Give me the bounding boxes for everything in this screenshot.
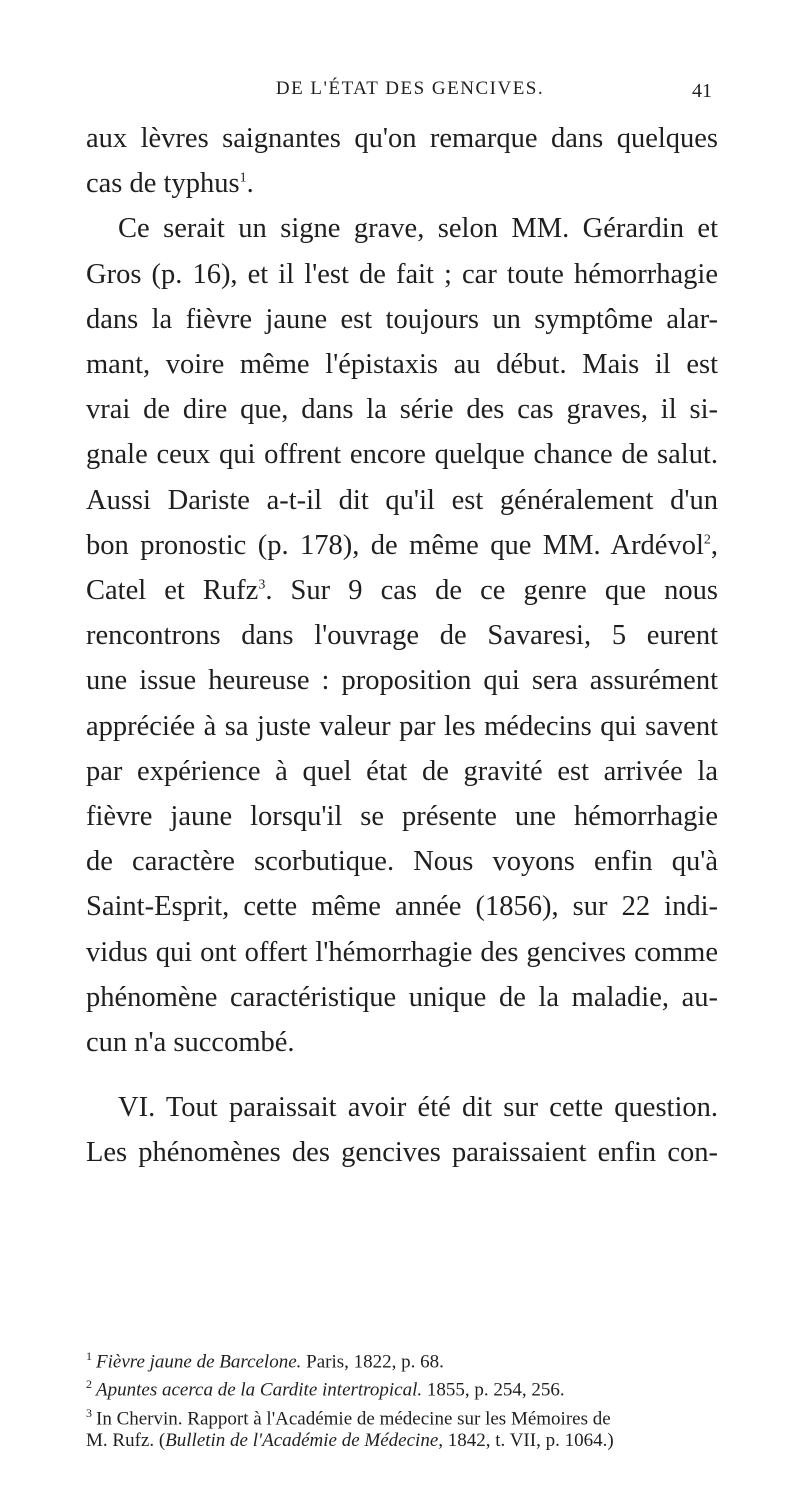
text-line: vrai de dire que, dans la série des cas graves, il si- [86,394,718,426]
text-line: mant, voire même l'épistaxis au début. Mais il est [86,349,718,381]
running-title: DE L'ÉTAT DES GENCIVES. [275,78,545,99]
text-line: dans la fièvre jaune est toujours un symptôme alar- [86,303,718,335]
text-line: appréciée à sa juste valeur par les médecins qui savent [86,710,718,742]
footnote-text: M. Rufz. ( [86,1429,166,1451]
page-header [108,78,712,108]
text-line [86,568,718,613]
text-line: vidus qui ont offert l'hémorrhagie des gencives comme [86,936,718,968]
text-line: une issue heureuse : proposition qui sera assurément [86,665,718,697]
text-fragment: . [246,168,254,200]
footnote-ref: 3 [258,577,266,593]
footnote-text: Paris, 1822, p. 68. [301,1351,444,1373]
text-line: phénomène caractéristique unique de la maladie, au- [86,981,718,1013]
footnote-title: Bulletin de l'Académie de Médecine, [165,1429,444,1451]
text-line: VI. Tout paraissait avoir été dit sur cette question. [118,1092,718,1124]
text-line: fièvre jaune lorsqu'il se présente une hémorrhagie [86,801,718,833]
text-fragment: Catel et Rufz [86,575,259,607]
footnote-ref: 2 [703,532,711,548]
text-line: cun n'a succombé. [86,1027,295,1059]
footnote-text: 1855, p. 254, 256. [422,1379,565,1401]
text-line: Saint-Esprit, cette même année (1856), sur 22 indi- [86,891,718,923]
footnote-number: 2 [86,1377,92,1392]
paragraph-3 [86,1085,718,1175]
paragraph-1 [86,116,718,206]
text-fragment: . Sur 9 cas de ce genre que nous [265,575,718,607]
footnote-3-continued [86,1430,718,1452]
footnote-1 [86,1345,718,1373]
footnote-number: 1 [86,1349,92,1363]
footnote-2 [86,1373,718,1401]
page-number: 41 [692,80,712,102]
text-line: par expérience à quel état de gravité est arrivée la [86,755,718,787]
text-line: Les phénomènes des gencives paraissaient enfin con- [86,1137,718,1169]
paragraph-2 [86,206,718,1065]
text-line: aux lèvres saignantes qu'on remarque dans quelques [86,123,718,154]
footnote-3 [86,1402,718,1430]
footnote-text: 1842, t. VII, p. 1064.) [443,1429,614,1451]
body-text [86,116,718,1176]
text-fragment: bon pronostic (p. 178), de même que MM. Ardévol [86,529,704,561]
text-fragment: cas de typhus [86,168,240,200]
footnote-title: Fièvre jaune de Barcelone. [96,1351,302,1373]
text-fragment: , [710,529,718,561]
footnotes [86,1345,718,1452]
text-line [86,523,718,568]
text-line: de caractère scorbutique. Nous voyons enfin qu'à [86,846,718,878]
text-line: Gros (p. 16), et il l'est de fait ; car toute hémorrhagie [86,258,718,290]
footnote-number: 3 [86,1405,92,1420]
text-line: gnale ceux qui offrent encore quelque chance de salut. [86,439,718,471]
footnote-ref: 1 [239,170,247,186]
text-line: Ce serait un signe grave, selon MM. Gérardin et [118,213,718,245]
text-line [86,161,718,206]
text-line: rencontrons dans l'ouvrage de Savaresi, 5 eurent [86,620,718,652]
footnote-text: In Chervin. Rapport à l'Académie de médecine sur les Mémoires de [96,1407,611,1429]
text-line: Aussi Dariste a-t-il dit qu'il est généralement d'un [86,484,718,516]
footnote-title: Apuntes acerca de la Cardite intertropical. [96,1379,423,1401]
